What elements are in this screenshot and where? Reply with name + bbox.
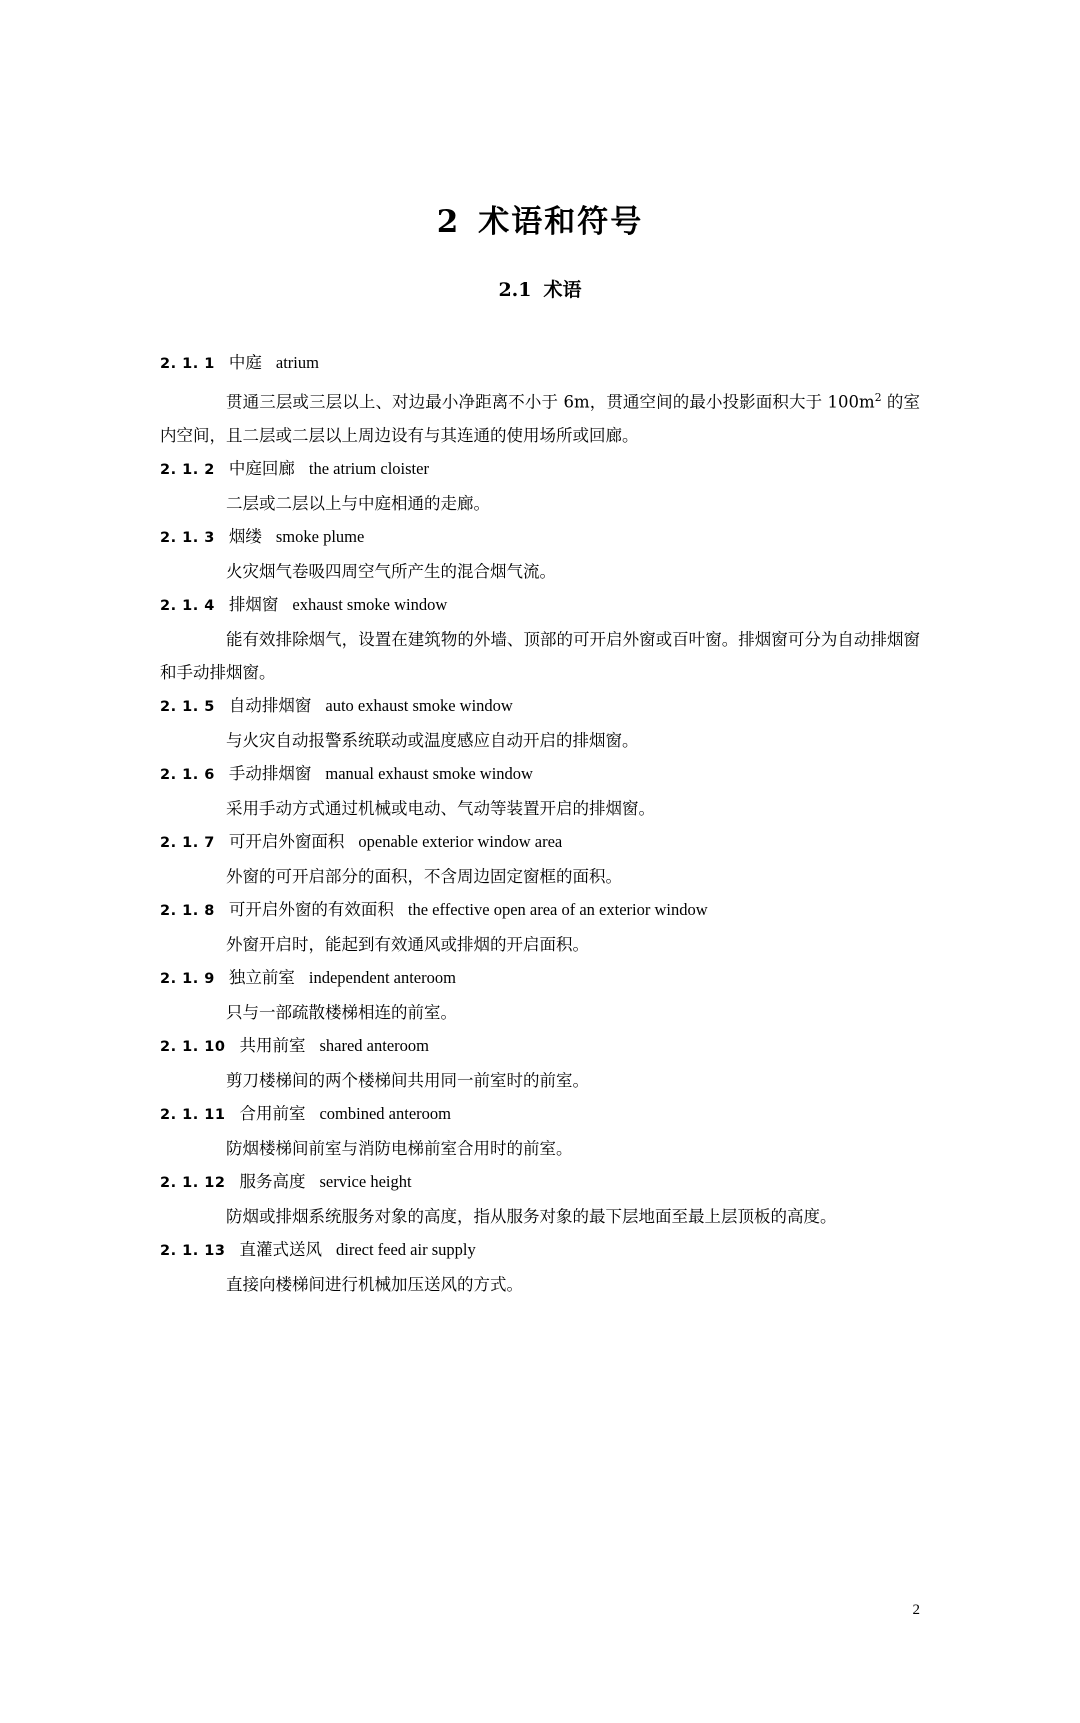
term-entry: [160, 1233, 920, 1301]
term-english: atrium: [275, 353, 319, 372]
term-number: 2. 1. 10: [160, 1038, 226, 1055]
term-entry: [160, 757, 920, 825]
term-heading: [160, 825, 920, 860]
term-number: 2. 1. 6: [160, 766, 215, 783]
term-english: smoke plume: [275, 526, 365, 546]
term-chinese: 独立前室: [228, 967, 295, 987]
chapter-number: 2: [436, 204, 461, 240]
term-entry: [160, 1165, 920, 1233]
term-definition: 防烟楼梯间前室与消防电梯前室合用时的前室。: [226, 1138, 573, 1158]
term-entry: [160, 346, 920, 452]
term-definition: 防烟或排烟系统服务对象的高度，指从服务对象的最下层地面至最上层顶板的高度。: [226, 1206, 837, 1226]
term-chinese: 排烟窗: [228, 594, 279, 614]
term-heading: [160, 1233, 920, 1268]
section-title-text: 术语: [543, 279, 582, 301]
term-entry: [160, 961, 920, 1029]
term-definition: 外窗开启时，能起到有效通风或排烟的开启面积。: [226, 934, 589, 954]
term-heading: [160, 452, 920, 487]
term-chinese: 可开启外窗面积: [228, 831, 345, 851]
term-chinese: 共用前室: [239, 1035, 306, 1055]
term-entry: [160, 689, 920, 757]
term-definition: 外窗的可开启部分的面积，不含周边固定窗框的面积。: [226, 866, 622, 886]
term-heading: [160, 588, 920, 623]
term-definition: [160, 381, 920, 452]
term-definition: 直接向楼梯间进行机械加压送风的方式。: [226, 1274, 523, 1294]
term-entry: [160, 1029, 920, 1097]
term-chinese: 中庭: [228, 353, 262, 372]
term-heading: [160, 1097, 920, 1132]
term-definition: 剪刀楼梯间的两个楼梯间共用同一前室时的前室。: [226, 1070, 589, 1090]
term-definition: 采用手动方式通过机械或电动、气动等装置开启的排烟窗。: [226, 798, 655, 818]
term-chinese: 自动排烟窗: [228, 695, 312, 715]
term-definition: 二层或二层以上与中庭相通的走廊。: [226, 493, 490, 513]
term-chinese: 可开启外窗的有效面积: [228, 899, 394, 919]
term-entry: [160, 520, 920, 588]
term-heading: [160, 757, 920, 792]
term-english: independent anteroom: [308, 967, 456, 987]
term-number: 2. 1. 3: [160, 529, 215, 546]
term-english: manual exhaust smoke window: [325, 763, 533, 783]
term-entry: [160, 452, 920, 520]
term-heading: [160, 893, 920, 928]
term-number: 2. 1. 7: [160, 834, 215, 851]
term-definition: 火灾烟气卷吸四周空气所产生的混合烟气流。: [226, 561, 556, 581]
term-entry: [160, 588, 920, 689]
term-number: 2. 1. 13: [160, 1242, 226, 1259]
term-number: 2. 1. 9: [160, 970, 215, 987]
term-english: direct feed air supply: [335, 1239, 476, 1259]
term-entry: [160, 825, 920, 893]
term-definition: 与火灾自动报警系统联动或温度感应自动开启的排烟窗。: [226, 730, 639, 750]
term-english: the atrium cloister: [308, 458, 429, 478]
term-number: 2. 1. 12: [160, 1174, 226, 1191]
term-chinese: 服务高度: [239, 1171, 306, 1191]
section-number: 2.1: [498, 279, 532, 301]
term-chinese: 手动排烟窗: [228, 763, 312, 783]
term-definition-superscript: 2: [874, 391, 882, 404]
term-definition: 能有效排除烟气，设置在建筑物的外墙、顶部的可开启外窗或百叶窗。排烟窗可分为自动排烟窗和手动排烟窗。: [160, 629, 920, 682]
term-chinese: 直灌式送风: [239, 1239, 322, 1259]
term-chinese: 合用前室: [239, 1103, 306, 1123]
term-number: 2. 1. 11: [160, 1106, 226, 1123]
term-heading: [160, 1029, 920, 1064]
term-list: [160, 346, 920, 1301]
page-number: 2: [912, 1602, 920, 1618]
term-heading: [160, 689, 920, 724]
term-english: combined anteroom: [319, 1103, 451, 1123]
term-definition-part2: 的室内空间，且二层或二层以上周边设有与其连通的使用场所或回廊。: [160, 392, 920, 445]
term-english: openable exterior window area: [358, 831, 563, 851]
term-heading: [160, 1165, 920, 1200]
term-english: exhaust smoke window: [292, 594, 448, 614]
term-number: 2. 1. 5: [160, 698, 215, 715]
term-number: 2. 1. 1: [160, 356, 215, 372]
term-chinese: 烟缕: [228, 526, 262, 546]
term-heading: [160, 346, 920, 381]
term-chinese: 中庭回廊: [228, 458, 295, 478]
term-english: auto exhaust smoke window: [325, 695, 513, 715]
term-definition: 只与一部疏散楼梯相连的前室。: [226, 1002, 457, 1022]
term-definition-part1: 贯通三层或三层以上、对边最小净距离不小于 6m，贯通空间的最小投影面积大于 100m: [226, 392, 875, 412]
term-heading: [160, 961, 920, 996]
term-english: shared anteroom: [319, 1035, 429, 1055]
term-entry: [160, 1097, 920, 1165]
term-heading: [160, 520, 920, 555]
term-entry: [160, 893, 920, 961]
document-page: [0, 196, 1080, 1723]
chapter-title: [160, 196, 920, 241]
term-number: 2. 1. 2: [160, 461, 215, 478]
term-english: service height: [319, 1171, 412, 1191]
section-title: [160, 275, 920, 302]
chapter-title-text: 术语和符号: [478, 204, 644, 240]
term-number: 2. 1. 4: [160, 597, 215, 614]
term-number: 2. 1. 8: [160, 902, 215, 919]
term-english: the effective open area of an exterior window: [407, 899, 708, 919]
